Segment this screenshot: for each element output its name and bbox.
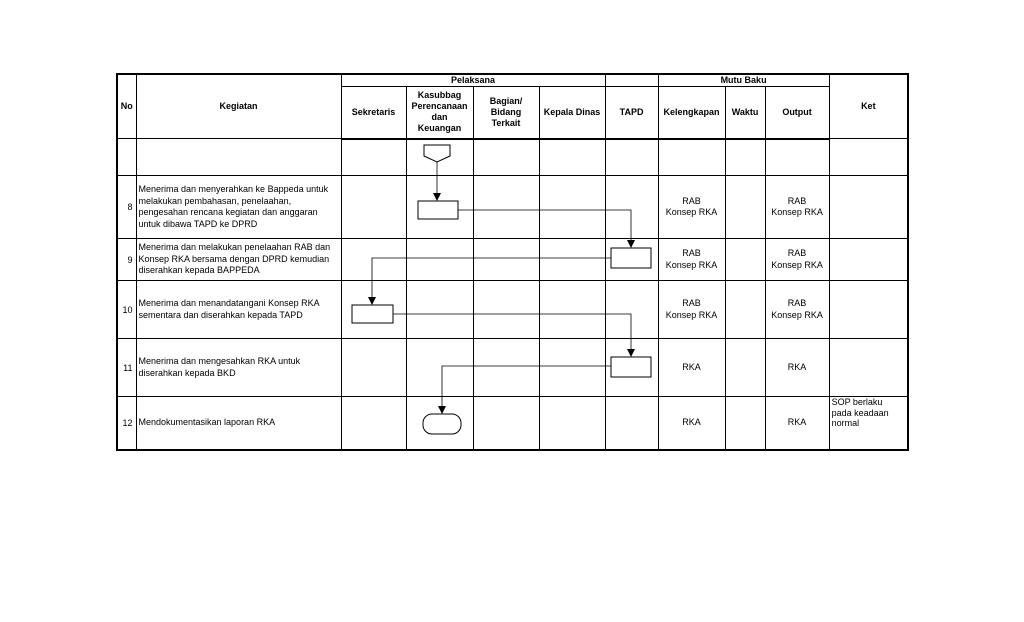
row-output: RAB Konsep RKA <box>765 176 829 239</box>
row-ket <box>829 339 908 397</box>
row-kelengkapan <box>658 139 725 176</box>
row-no: 9 <box>117 239 136 281</box>
row-kegiatan: Menerima dan menandatangani Konsep RKA sementara dan diserahkan kepada TAPD <box>136 281 341 339</box>
header-kepala-dinas: Kepala Dinas <box>539 87 605 139</box>
row-kegiatan: Menerima dan mengesahkan RKA untuk diserahkan kepada BKD <box>136 339 341 397</box>
header-bagian: Bagian/ Bidang Terkait <box>473 87 539 139</box>
header-tapd: TAPD <box>605 87 658 139</box>
row-no: 12 <box>117 397 136 450</box>
row-no: 10 <box>117 281 136 339</box>
table-row <box>117 176 908 239</box>
header-pelaksana: Pelaksana <box>341 74 605 87</box>
row-ket <box>829 239 908 281</box>
sop-table <box>116 73 909 451</box>
row-kelengkapan: RKA <box>658 339 725 397</box>
row-no: 8 <box>117 176 136 239</box>
row-kelengkapan: RAB Konsep RKA <box>658 239 725 281</box>
row-kegiatan <box>136 139 341 176</box>
row-waktu <box>725 239 765 281</box>
row-output: RAB Konsep RKA <box>765 239 829 281</box>
header-ket: Ket <box>829 74 908 139</box>
row-kelengkapan: RAB Konsep RKA <box>658 281 725 339</box>
header-kasubbag: Kasubbag Perencanaan dan Keuangan <box>406 87 473 139</box>
header-kegiatan: Kegiatan <box>136 74 341 139</box>
row-kegiatan: Menerima dan melakukan penelaahan RAB dan Konsep RKA bersama dengan DPRD kemudian diserahkan kepada BAPPEDA <box>136 239 341 281</box>
header-sekretaris: Sekretaris <box>341 87 406 139</box>
row-waktu <box>725 139 765 176</box>
header-mutu-baku: Mutu Baku <box>658 74 829 87</box>
header-waktu: Waktu <box>725 87 765 139</box>
row-waktu <box>725 339 765 397</box>
table-row <box>117 239 908 281</box>
row-kegiatan: Menerima dan menyerahkan ke Bappeda untuk melakukan pembahasan, penelaahan, pengesahan rencana kegiatan dan anggaran untuk dibawa TAPD ke DPRD <box>136 176 341 239</box>
row-kelengkapan: RAB Konsep RKA <box>658 176 725 239</box>
row-ket: SOP berlaku pada keadaan normal <box>829 397 908 450</box>
header-output: Output <box>765 87 829 139</box>
table-row <box>117 281 908 339</box>
row-kelengkapan: RKA <box>658 397 725 450</box>
header-pelaksana-gap <box>605 74 658 87</box>
row-no: 11 <box>117 339 136 397</box>
row-ket <box>829 176 908 239</box>
row-output <box>765 139 829 176</box>
table-row <box>117 339 908 397</box>
row-waktu <box>725 176 765 239</box>
row-output: RKA <box>765 339 829 397</box>
row-output: RKA <box>765 397 829 450</box>
header-kelengkapan: Kelengkapan <box>658 87 725 139</box>
row-ket <box>829 281 908 339</box>
row-waktu <box>725 397 765 450</box>
row-ket <box>829 139 908 176</box>
table-row <box>117 397 908 450</box>
table-row <box>117 139 908 176</box>
row-no <box>117 139 136 176</box>
row-waktu <box>725 281 765 339</box>
row-kegiatan: Mendokumentasikan laporan RKA <box>136 397 341 450</box>
row-output: RAB Konsep RKA <box>765 281 829 339</box>
header-no: No <box>117 74 136 139</box>
